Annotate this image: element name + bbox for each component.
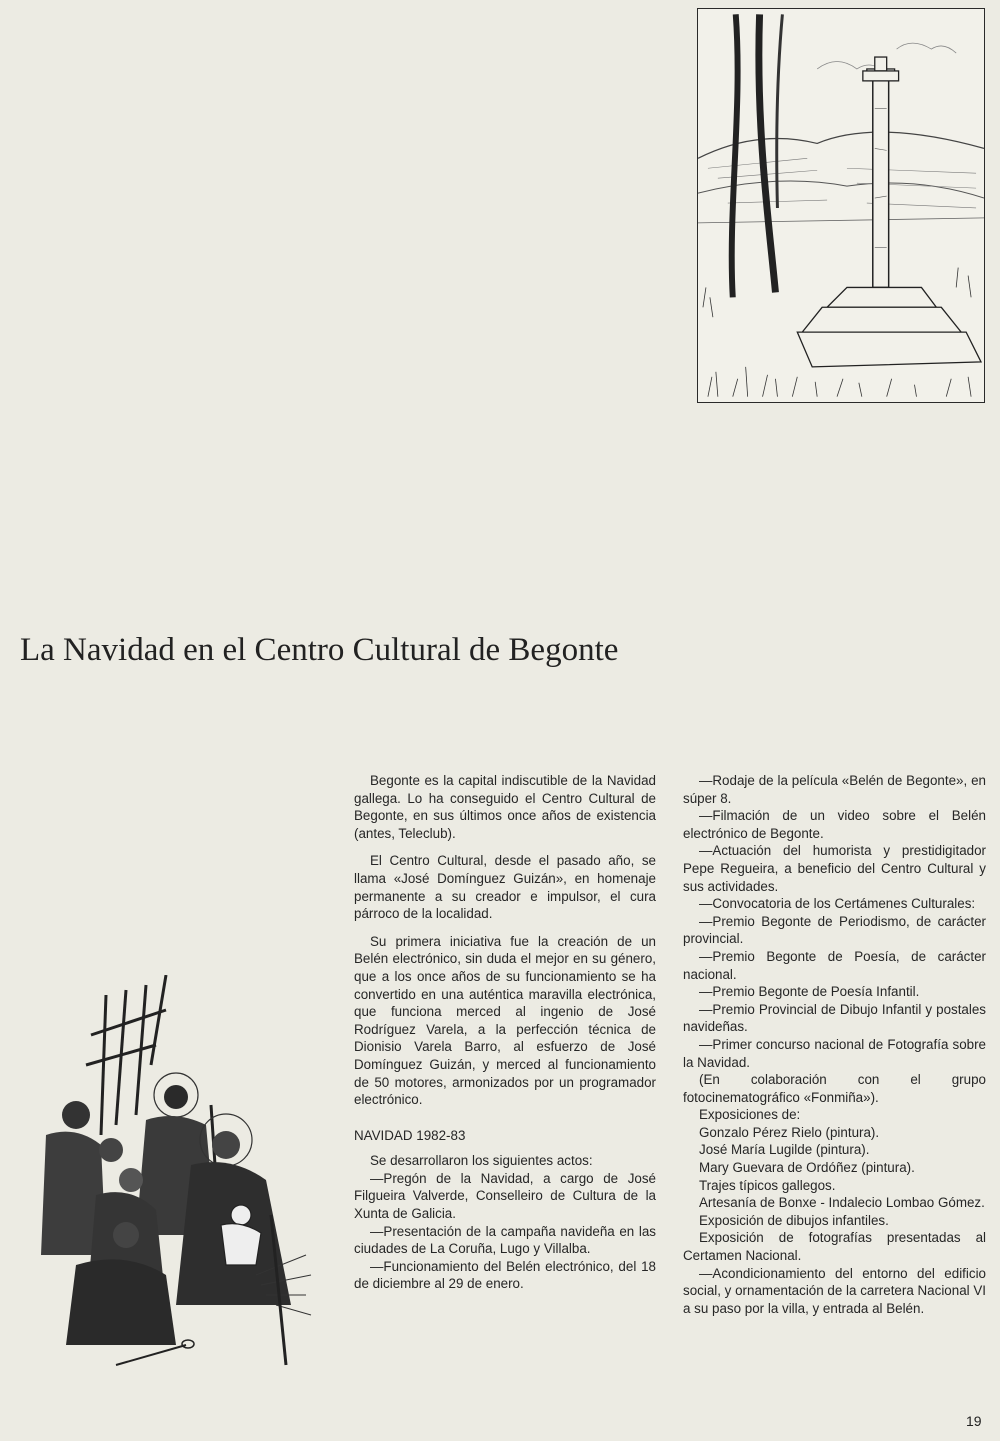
list-item: —Rodaje de la película «Belén de Begonte», en súper 8. [683,773,986,806]
nativity-illustration [16,975,316,1375]
page-number: 19 [966,1413,982,1429]
list-item: —Presentación de la campaña navideña en las ciudades de La Coruña, Lugo y Villalba. [354,1223,656,1257]
list-item: —Primer concurso nacional de Fotografía sobre la Navidad. [683,1036,986,1070]
list-item: Trajes típicos gallegos. [699,1177,836,1193]
list-item: Exposiciones de: [699,1107,801,1123]
list-item: —Actuación del humorista y prestidigitador Pepe Regueira, a beneficio del Centro Cultural y sus actividades. [683,843,986,894]
cruceiro-illustration [697,8,985,403]
list-item: —Pregón de la Navidad, a cargo de José Filgueira Valverde, Conselleiro de Cultura de la Xunta de Galicia. [354,1170,656,1222]
list-item: Mary Guevara de Ordóñez (pintura). [699,1160,915,1176]
list-item: Artesanía de Bonxe - Indalecio Lombao Gómez. [699,1195,985,1211]
text-column-1 [354,772,656,1293]
section-heading: NAVIDAD 1982-83 [354,1127,466,1143]
paragraph: Su primera iniciativa fue la creación de un Belén electrónico, sin duda el mejor en su género, que a los once años de su funcionamiento se ha convertido en una auténtica maravilla electrónica, que funciona merced al ingenio de José Rodríguez Varela, a la perfección técnica de Dionisio Varela Barro, al esfuerzo de José Domínguez Guizán, y merced al funcionamiento de 50 motores, armonizados por un programador electrónico. [354,933,656,1108]
list-item: —Premio Begonte de Poesía, de carácter nacional. [683,948,986,982]
list-item: —Filmación de un video sobre el Belén electrónico de Begonte. [683,808,986,841]
list-item: Exposición de dibujos infantiles. [699,1212,889,1228]
list-item: —Premio Begonte de Poesía Infantil. [699,984,920,1000]
cruceiro-drawing [698,9,984,402]
paragraph: Begonte es la capital indiscutible de la Navidad gallega. Lo ha conseguido el Centro Cultural de Begonte, en sus últimos once años de existencia (antes, Teleclub). [354,773,656,841]
list-item: —Premio Provincial de Dibujo Infantil y postales navideñas. [683,1001,986,1035]
text-column-2 [683,772,986,1317]
list-item: —Acondicionamiento del entorno del edificio social, y ornamentación de la carretera Nacional VI a su paso por la villa, y entrada al Belén. [683,1265,986,1316]
list-item: —Premio Begonte de Periodismo, de carácter provincial. [683,913,986,947]
list-item: —Convocatoria de los Certámenes Culturales: [699,896,976,912]
list-item: (En colaboración con el grupo fotocinematográfico «Fonmiña»). [683,1072,986,1105]
list-item: Exposición de fotografías presentadas al Certamen Nacional. [683,1230,986,1264]
list-item: José María Lugilde (pintura). [699,1142,870,1158]
list-item: Gonzalo Pérez Rielo (pintura). [699,1124,880,1140]
list-item: —Funcionamiento del Belén electrónico, del 18 de diciembre al 29 de enero. [354,1258,656,1292]
paragraph: El Centro Cultural, desde el pasado año, se llama «José Domínguez Guizán», en homenaje permanente a su creador e impulsor, el cura párroco de la localidad. [354,853,656,922]
nativity-drawing [16,975,316,1375]
article-title: La Navidad en el Centro Cultural de Begonte [20,632,619,668]
section-intro: Se desarrollaron los siguientes actos: [370,1153,593,1169]
